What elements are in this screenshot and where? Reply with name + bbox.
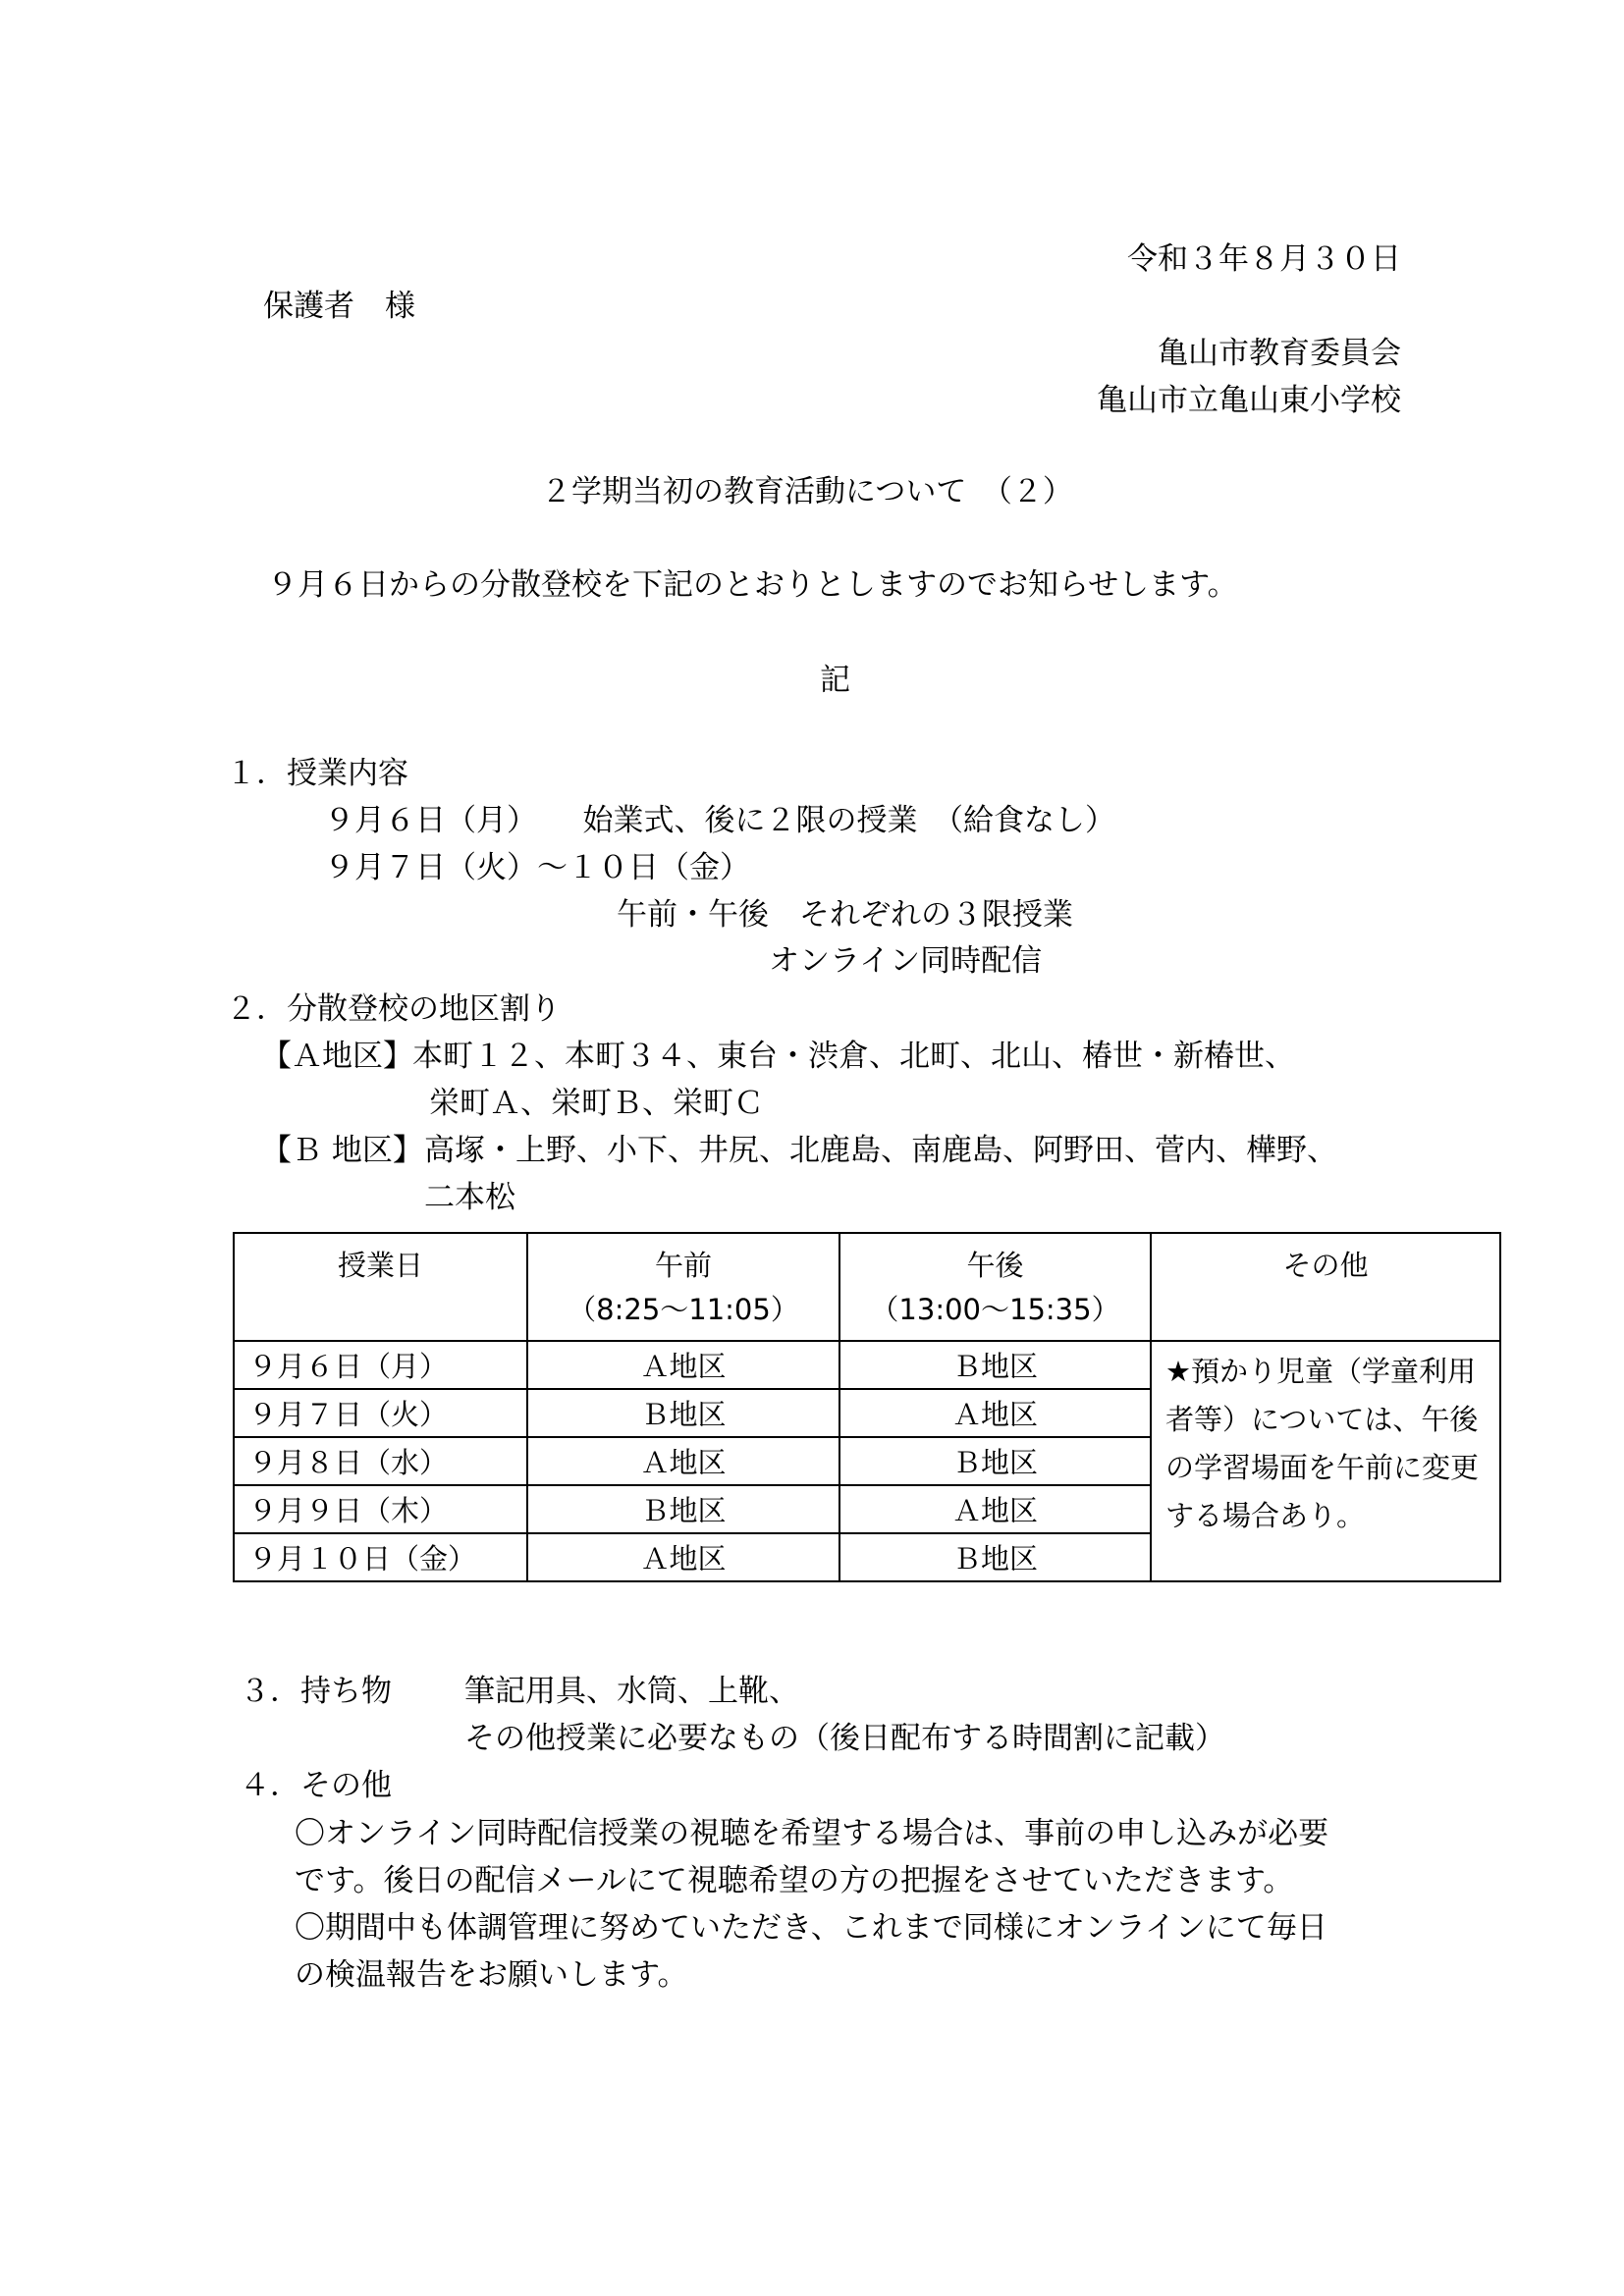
area-b-line1: 高塚・上野、小下、井尻、北鹿島、南鹿島、阿野田、菅内、樺野、 bbox=[424, 1133, 1337, 1168]
other-note: ★預かり児童（学童利用者等）については、午後の学習場面を午前に変更する場合あり。 bbox=[1151, 1341, 1500, 1581]
row-am: Ｂ地区 bbox=[527, 1389, 839, 1437]
area-b-line2: 二本松 bbox=[424, 1180, 515, 1215]
row-pm: Ｂ地区 bbox=[839, 1437, 1151, 1485]
document-date: 令和３年８月３０日 bbox=[1127, 241, 1401, 277]
area-a-label: 【Ａ地区】 bbox=[261, 1039, 413, 1074]
row-am: Ａ地区 bbox=[527, 1341, 839, 1389]
section3-heading: ３．持ち物 bbox=[240, 1674, 392, 1709]
row-pm: Ａ地区 bbox=[839, 1389, 1151, 1437]
section4-line4: の検温報告をお願いします。 bbox=[295, 1957, 688, 1993]
table-row bbox=[234, 1341, 1500, 1389]
row-day: ９月７日（火） bbox=[234, 1389, 527, 1437]
row-day: ９月６日（月） bbox=[234, 1341, 527, 1389]
section1-heading: １．授業内容 bbox=[226, 756, 408, 791]
section3-line2: その他授業に必要なもの（後日配布する時間割に記載） bbox=[464, 1721, 1225, 1756]
sender-board: 亀山市教育委員会 bbox=[1158, 336, 1401, 371]
row-pm: Ｂ地区 bbox=[839, 1341, 1151, 1389]
intro-text: ９月６日からの分散登校を下記のとおりとしますのでお知らせします。 bbox=[267, 567, 1238, 603]
table-header-row bbox=[234, 1233, 1500, 1341]
section1-line3: 午前・午後 それぞれの３限授業 bbox=[617, 897, 1073, 933]
section1-line1: ９月６日（月） 始業式、後に２限の授業 （給食なし） bbox=[324, 803, 1115, 838]
area-a-line2: 栄町Ａ、栄町Ｂ、栄町Ｃ bbox=[429, 1086, 764, 1121]
schedule-table bbox=[233, 1232, 1501, 1582]
section3-line1: 筆記用具、水筒、上靴、 bbox=[464, 1674, 799, 1709]
recipient: 保護者 様 bbox=[263, 289, 415, 324]
section1-line2: ９月７日（火）～１０日（金） bbox=[324, 850, 750, 885]
row-day: ９月１０日（金） bbox=[234, 1533, 527, 1581]
row-am: Ａ地区 bbox=[527, 1437, 839, 1485]
row-pm: Ｂ地区 bbox=[839, 1533, 1151, 1581]
section4-line2: です。後日の配信メールにて視聴希望の方の把握をさせていただきます。 bbox=[295, 1863, 1294, 1898]
row-day: ９月８日（水） bbox=[234, 1437, 527, 1485]
header-am-label: 午前 bbox=[654, 1249, 712, 1282]
row-pm: Ａ地区 bbox=[839, 1485, 1151, 1533]
section4-line1: 〇オンライン同時配信授業の視聴を希望する場合は、事前の申し込みが必要 bbox=[295, 1816, 1329, 1851]
area-a-line1: 本町１２、本町３４、東台・渋倉、北町、北山、椿世・新椿世、 bbox=[412, 1039, 1295, 1074]
row-am: Ａ地区 bbox=[527, 1533, 839, 1581]
area-b-label: 【Ｂ 地区】 bbox=[261, 1133, 423, 1168]
header-pm-label: 午後 bbox=[966, 1249, 1024, 1282]
row-day: ９月９日（木） bbox=[234, 1485, 527, 1533]
header-day: 授業日 bbox=[234, 1233, 527, 1341]
section4-heading: ４．その他 bbox=[240, 1768, 392, 1803]
ki-label: 記 bbox=[820, 663, 850, 698]
sender-school: 亀山市立亀山東小学校 bbox=[1097, 383, 1401, 418]
row-am: Ｂ地区 bbox=[527, 1485, 839, 1533]
section1-line4: オンライン同時配信 bbox=[769, 943, 1043, 979]
section2-heading: ２．分散登校の地区割り bbox=[226, 991, 561, 1027]
section4-line3: 〇期間中も体調管理に努めていただき、これまで同様にオンラインにて毎日 bbox=[295, 1910, 1327, 1946]
header-am bbox=[527, 1233, 839, 1341]
document-title: ２学期当初の教育活動について （２） bbox=[541, 474, 1073, 509]
header-other: その他 bbox=[1151, 1233, 1500, 1341]
header-pm-time: （13:00～15:35） bbox=[870, 1293, 1120, 1326]
header-am-time: （8:25～11:05） bbox=[568, 1293, 799, 1326]
header-pm bbox=[839, 1233, 1151, 1341]
